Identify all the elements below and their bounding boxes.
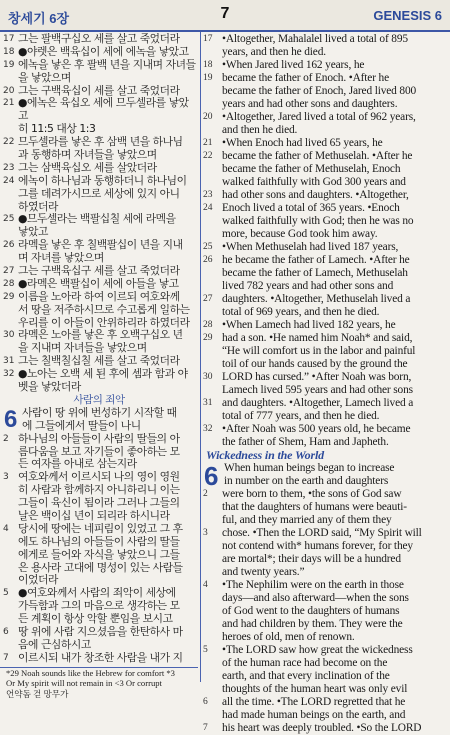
verse-text: had other sons and daughters. •Altogether, [222, 189, 409, 201]
english-line [202, 319, 448, 332]
english-line [202, 267, 448, 280]
chapter-number: 6 [4, 405, 18, 433]
english-line [202, 98, 448, 111]
verse-text: 에게로 들어와 자식을 낳았으니 그들 [18, 548, 180, 561]
footnote: 언약돔 걷 망무가 [6, 688, 69, 699]
korean-line [0, 291, 198, 304]
verse-text: 에 그들에게서 딸들이 나니 [22, 419, 141, 432]
verse-text: ●여호와께서 사람의 죄악이 세상에 [18, 587, 176, 600]
korean-line [0, 97, 198, 110]
page-number: 7 [220, 5, 230, 22]
korean-line [0, 46, 198, 59]
verse-text: When human beings began to increase [224, 462, 395, 474]
english-line [202, 462, 448, 475]
korean-line [0, 626, 198, 639]
english-line [202, 579, 448, 592]
verse-text: walked faithfully with God; then he was no [222, 215, 414, 227]
english-line [202, 488, 448, 501]
verse-text: and twenty years.” [222, 566, 305, 578]
korean-line [0, 239, 198, 252]
english-line [202, 163, 448, 176]
korean-line [0, 446, 198, 459]
verse-number: 7 [203, 723, 208, 733]
verse-text: and then he died. [222, 124, 298, 136]
verse-number: 31 [3, 356, 15, 367]
verse-number: 25 [203, 242, 213, 252]
korean-line [0, 304, 198, 317]
verse-text: “He will comfort us in the labor and painful [222, 345, 416, 357]
verse-text: 든 계획이 항상 악할 뿐임을 보시고 [18, 613, 173, 626]
english-line [202, 553, 448, 566]
english-line [202, 540, 448, 553]
verse-text: lived 782 years and had other sons and [222, 280, 394, 292]
verse-text: 히 사람과 함께하지 아니하리니 이는 [18, 484, 180, 497]
verse-text: 그는 구백육십구 세를 살고 죽었더라 [18, 265, 180, 278]
verse-text: 사람이 땅 위에 번성하기 시작할 때 [22, 406, 177, 419]
verse-text: daughters. •Altogether, Methuselah lived a [222, 293, 411, 305]
korean-line [0, 639, 198, 652]
verse-text: 에도 하나님의 아들들이 사람의 딸들 [18, 535, 180, 548]
verse-text: Lamech lived 595 years and had other sons [222, 384, 413, 396]
verse-text: 은 용사라 고대에 명성이 있는 사람들 [18, 561, 183, 574]
header-book-korean: 창세기 6장 [8, 11, 70, 26]
verse-text: 을 지내며 자녀들을 낳았으며 [18, 342, 147, 355]
verse-text: ●에녹은 육십오 세에 므두셀라를 낳았 [18, 97, 189, 110]
verse-text: more, because God took him away. [222, 228, 378, 240]
verse-text: total of 969 years, and then he died. [222, 306, 380, 318]
english-line [202, 618, 448, 631]
korean-line [0, 85, 198, 98]
korean-line [0, 587, 198, 600]
english-line [202, 202, 448, 215]
verse-number: 29 [203, 333, 213, 343]
verse-text: in number on the earth and daughters [224, 475, 389, 487]
verse-number: 22 [203, 151, 213, 161]
verse-number: 18 [203, 60, 213, 70]
verse-text: 가득함과 그의 마음으로 생각하는 모 [18, 600, 180, 613]
verse-number: 6 [3, 626, 9, 637]
verse-text: 낳았고 [18, 226, 48, 239]
korean-line [0, 72, 198, 85]
verse-text: had made human beings on the earth, and [222, 709, 406, 721]
verse-number: 28 [203, 320, 213, 330]
verse-number: 30 [203, 372, 213, 382]
verse-text: ●야렛은 백육십이 세에 에녹을 낳았고 [18, 45, 189, 58]
verse-text: were born to them, •the sons of God saw [222, 488, 402, 500]
korean-line [0, 484, 198, 497]
verse-text: ●므두셀라는 백팔십칠 세에 라멕을 [18, 213, 176, 226]
verse-number: 18 [3, 46, 15, 57]
korean-line [0, 110, 198, 123]
verse-number: 3 [203, 528, 208, 538]
verse-text: and had children by them. They were the [222, 618, 403, 630]
english-line [202, 72, 448, 85]
verse-text: became the father of Methuselah, Enoch [222, 163, 401, 175]
korean-line [0, 497, 198, 510]
korean-line [0, 188, 198, 201]
verse-text: the father of Shem, Ham and Japheth. [222, 436, 389, 448]
verse-text: Enoch lived a total of 365 years. •Enoch [222, 202, 400, 214]
verse-text: chose. •Then the LORD said, “My Spirit will [222, 527, 422, 539]
korean-line [0, 175, 198, 188]
verse-number: 4 [3, 523, 9, 534]
english-line [202, 527, 448, 540]
english-line [202, 397, 448, 410]
english-line [202, 33, 448, 46]
english-line [202, 124, 448, 137]
english-line [202, 254, 448, 267]
verse-number: 27 [203, 294, 213, 304]
korean-line [0, 458, 198, 471]
verse-number: 3 [3, 472, 9, 483]
korean-line [0, 265, 198, 278]
verse-text: 그는 삼백육십오 세를 살았더라 [18, 161, 157, 174]
verse-text: LORD has cursed.” •After Noah was born, [222, 371, 412, 383]
verse-text: 그들이 육신이 됨이라 그러나 그들의 [18, 497, 180, 510]
verse-text: became the father of Methuselah. •After he [222, 150, 413, 162]
verse-text: •Altogether, Jared lived a total of 962 years, [222, 111, 416, 123]
korean-line [0, 226, 198, 239]
verse-text: •The Nephilim were on the earth in those [222, 579, 404, 591]
korean-line [0, 368, 198, 381]
verse-number: 28 [3, 278, 15, 289]
verse-number: 24 [203, 203, 213, 213]
verse-text: •When Jared lived 162 years, he [222, 59, 365, 71]
english-line [202, 332, 448, 345]
verse-number: 26 [3, 240, 15, 251]
verse-text: •When Enoch had lived 65 years, he [222, 137, 383, 149]
verse-text: 음에 근심하시고 [18, 638, 91, 651]
verse-number: 24 [3, 175, 15, 186]
verse-text: total of 777 years, and then he died. [222, 410, 380, 422]
page-header [0, 0, 450, 32]
verse-text: 과 동행하며 자녀들을 낳았으며 [18, 149, 157, 162]
korean-line [0, 652, 198, 665]
english-line [202, 423, 448, 436]
english-line [202, 150, 448, 163]
english-line [202, 241, 448, 254]
verse-text: 이었더라 [18, 574, 58, 587]
verse-text: 라멕은 노아를 낳은 후 오백구십오 년 [18, 329, 183, 342]
korean-line [0, 162, 198, 175]
verse-text: 든 여자를 아내로 삼는지라 [18, 458, 137, 471]
verse-text: 여호와께서 이르시되 나의 영이 영원 [18, 471, 180, 484]
verse-text: 그는 칠백칠십칠 세를 살고 죽었더라 [18, 355, 180, 368]
verse-text: 서 땅을 저주하시므로 수고롭게 일하는 [18, 303, 190, 316]
korean-line [0, 510, 198, 523]
english-line [202, 215, 448, 228]
verse-text: •After Noah was 500 years old, he became [222, 423, 411, 435]
header-book-english: GENESIS 6 [373, 8, 442, 23]
verse-text: not contend with* humans forever, for they [222, 540, 413, 552]
english-line [202, 410, 448, 423]
verse-text: 므두셀라를 낳은 후 삼백 년을 하나님 [18, 136, 183, 149]
verse-text: years and had other sons and daughters. [222, 98, 398, 110]
verse-text: heroes of old, men of renown. [222, 631, 355, 643]
korean-line [0, 136, 198, 149]
verse-text: of the human race had become on the [222, 657, 388, 669]
english-section-heading: Wickedness in the World [206, 449, 325, 462]
footnote: *29 Noah sounds like the Hebrew for comfort *3 [6, 667, 175, 678]
english-line [202, 566, 448, 579]
korean-line [0, 613, 198, 626]
verse-number: 31 [203, 398, 213, 408]
korean-line [0, 433, 198, 446]
chapter-number: 6 [204, 461, 219, 491]
verse-text: •Altogether, Mahalalel lived a total of 895 [222, 33, 408, 45]
english-line [202, 228, 448, 241]
english-line [202, 189, 448, 202]
verse-text: 그를 데려가시므로 세상에 있지 아니 [18, 187, 180, 200]
english-line [202, 657, 448, 670]
korean-line [0, 252, 198, 265]
english-line [202, 137, 448, 150]
verse-text: 당시에 땅에는 네피림이 있었고 그 후 [18, 522, 183, 535]
verse-text: •The LORD saw how great the wickedness [222, 644, 413, 656]
english-line [202, 436, 448, 449]
english-line [202, 280, 448, 293]
verse-text: 며 자녀를 낳았으며 [18, 252, 104, 265]
korean-column [0, 33, 198, 699]
english-line [202, 501, 448, 514]
verse-number: 17 [3, 34, 15, 44]
english-line [202, 46, 448, 59]
korean-line [0, 201, 198, 214]
verse-text: 벳을 낳았더라 [18, 381, 81, 394]
verse-text: became the father of Enoch. •After he [222, 72, 389, 84]
verse-text: 히 11:5 대상 1:3 [18, 123, 96, 136]
korean-line [0, 213, 198, 226]
verse-text: ●라멕은 백팔십이 세에 아들을 낳고 [18, 277, 179, 290]
english-line [202, 631, 448, 644]
english-line [202, 111, 448, 124]
english-line [202, 293, 448, 306]
korean-line [0, 420, 198, 433]
english-line [202, 514, 448, 527]
verse-text: toil of our hands caused by the ground the [222, 358, 408, 370]
verse-text: years, and then he died. [222, 46, 326, 58]
column-divider [200, 32, 201, 682]
verse-text: had a son. •He named him Noah* and said, [222, 332, 413, 344]
verse-text: that the daughters of humans were beauti- [222, 501, 407, 513]
korean-line [0, 536, 198, 549]
korean-line [0, 149, 198, 162]
korean-line [0, 407, 198, 420]
verse-number: 27 [3, 266, 15, 277]
verse-number: 26 [203, 255, 213, 265]
verse-text: 름다움을 보고 자기들이 좋아하는 모 [18, 445, 180, 458]
verse-number: 32 [203, 424, 213, 434]
verse-number: 19 [203, 73, 213, 83]
verse-number: 7 [3, 652, 9, 663]
verse-text: ●노아는 오백 세 된 후에 셈과 함과 야 [18, 368, 188, 381]
verse-text: ful, and they married any of them they [222, 514, 392, 526]
verse-text: days—and also afterward—when the sons [222, 592, 409, 604]
english-line [202, 358, 448, 371]
english-line [202, 371, 448, 384]
korean-line [0, 317, 198, 330]
verse-number: 29 [3, 291, 15, 302]
verse-text: he became the father of Lamech. •After he [222, 254, 410, 266]
verse-text: are mortal*; their days will be a hundred [222, 553, 401, 565]
footnote: Or My spirit will not remain in <3 Or corrupt [6, 678, 162, 689]
verse-number: 32 [3, 369, 15, 380]
verse-number: 5 [3, 588, 9, 599]
korean-line [0, 278, 198, 291]
english-chapter-block [202, 462, 448, 735]
korean-line [0, 59, 198, 72]
korean-line [0, 600, 198, 613]
korean-line [0, 574, 198, 587]
verse-number: 20 [3, 85, 15, 96]
verse-number: 22 [3, 137, 15, 148]
korean-line [0, 381, 198, 394]
verse-text: all the time. •The LORD regretted that he [222, 696, 406, 708]
verse-text: •When Lamech had lived 182 years, he [222, 319, 396, 331]
verse-text: earth, and that every inclination of the [222, 670, 390, 682]
english-line [202, 384, 448, 397]
english-line [202, 709, 448, 722]
english-line [202, 475, 448, 488]
korean-line [0, 523, 198, 536]
verse-text: 날은 백이십 년이 되리라 하시니라 [18, 509, 170, 522]
verse-text: 하였더라 [18, 200, 58, 213]
verse-text: 에녹이 하나님과 동행하더니 하나님이 [18, 174, 187, 187]
english-line [202, 644, 448, 657]
verse-number: 20 [203, 112, 213, 122]
english-line [202, 176, 448, 189]
korean-line [0, 562, 198, 575]
korean-line [0, 471, 198, 484]
verse-text: 에녹을 낳은 후 팔백 년을 지내며 자녀들 [18, 58, 196, 71]
korean-line [0, 342, 198, 355]
verse-number: 23 [3, 162, 15, 173]
verse-text: his heart was deeply troubled. •So the LORD [222, 722, 422, 734]
verse-text: became the father of Lamech, Methuselah [222, 267, 408, 279]
korean-line [0, 33, 198, 46]
korean-section-heading: 사람의 죄악 [73, 393, 125, 406]
korean-chapter-block [0, 407, 198, 665]
verse-text: walked faithfully with God 300 years and [222, 176, 406, 188]
english-line [202, 696, 448, 709]
verse-text: 이름을 노아라 하여 이르되 여호와께 [18, 290, 180, 303]
verse-text: 라멕을 낳은 후 칠백팔십이 년을 지내 [18, 239, 183, 252]
verse-text: •When Methuselah had lived 187 years, [222, 241, 399, 253]
korean-line [0, 549, 198, 562]
verse-number: 6 [203, 697, 208, 707]
korean-line [0, 355, 198, 368]
verse-text: 이르시되 내가 창조한 사람을 내가 지 [18, 651, 183, 664]
english-line [202, 683, 448, 696]
english-line [202, 59, 448, 72]
verse-text: 하나님의 아들들이 사람의 딸들의 아 [18, 432, 180, 445]
english-line [202, 345, 448, 358]
english-line [202, 85, 448, 98]
verse-text: thoughts of the human heart was only evil [222, 683, 408, 695]
verse-number: 5 [203, 645, 208, 655]
verse-text: became the father of Enoch, Jared lived 800 [222, 85, 417, 97]
english-line [202, 306, 448, 319]
verse-number: 25 [3, 214, 15, 225]
verse-number: 21 [203, 138, 213, 148]
verse-number: 17 [203, 34, 213, 44]
verse-number: 2 [3, 433, 9, 444]
english-line [202, 722, 448, 735]
verse-text: 그는 구백육십이 세를 살고 죽었더라 [18, 84, 180, 97]
verse-number: 23 [203, 190, 213, 200]
verse-number: 4 [203, 580, 208, 590]
verse-text: 그는 팔백구십오 세를 살고 죽었더라 [18, 33, 180, 45]
verse-number: 2 [203, 489, 208, 499]
english-line [202, 670, 448, 683]
verse-number: 19 [3, 59, 15, 70]
english-line [202, 605, 448, 618]
korean-line [0, 329, 198, 342]
verse-text: of God went to the daughters of humans [222, 605, 400, 617]
verse-text: and daughters. •Altogether, Lamech lived a [222, 397, 414, 409]
korean-line [0, 123, 198, 136]
english-line [202, 592, 448, 605]
verse-text: 우리를 이 아들이 안위하리라 하였더라 [18, 316, 190, 329]
verse-text: 을 낳았으며 [18, 71, 71, 84]
verse-text: 땅 위에 사람 지으셨음을 한탄하사 마 [18, 625, 183, 638]
verse-number: 21 [3, 98, 15, 109]
verse-text: 고 [18, 110, 28, 123]
verse-number: 30 [3, 330, 15, 341]
english-column [202, 33, 448, 735]
